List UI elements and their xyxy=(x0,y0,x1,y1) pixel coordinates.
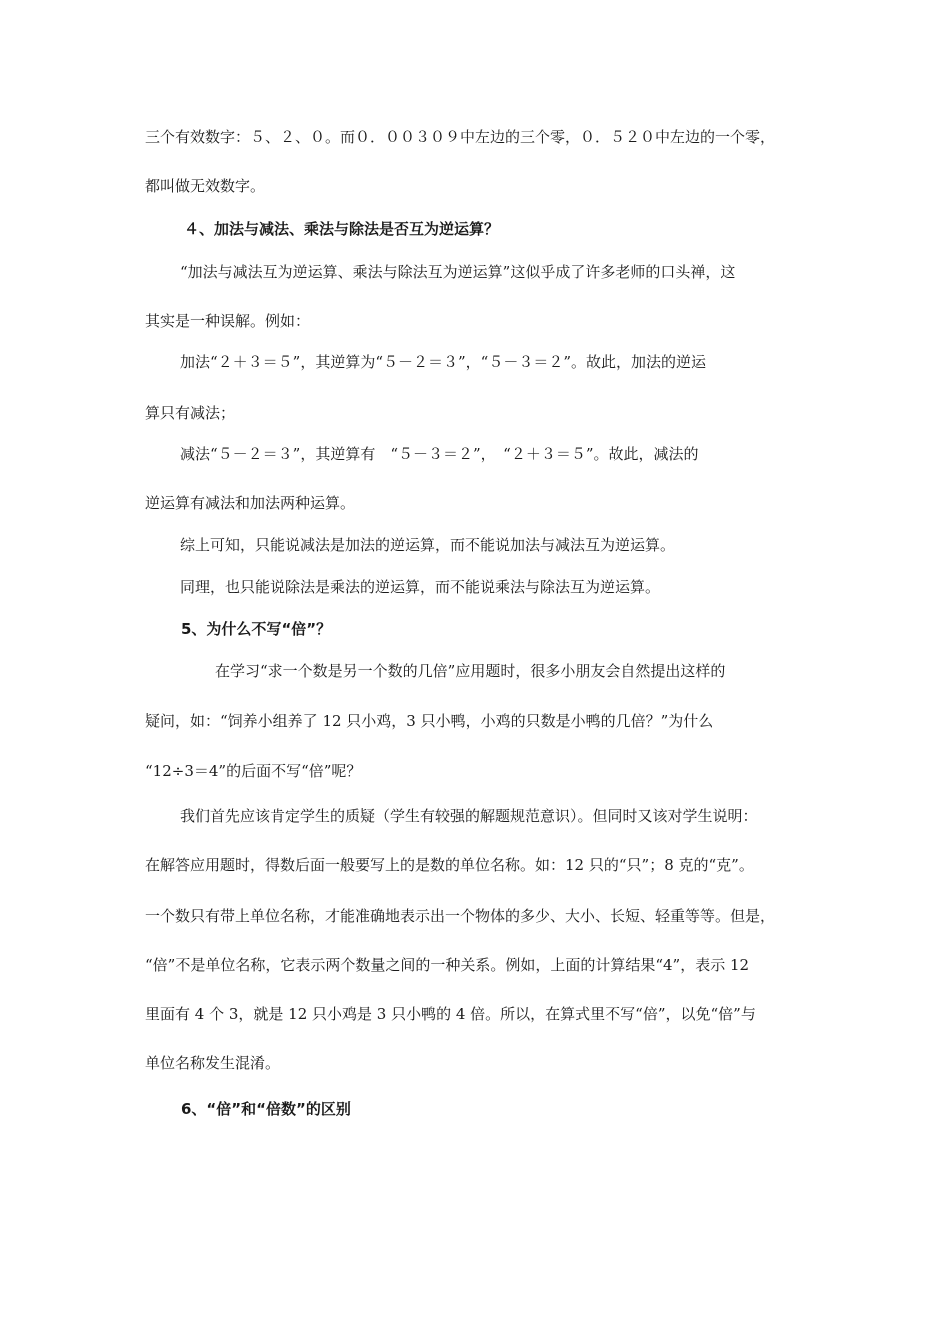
section-heading-5: 5、为什么不写“倍”？ xyxy=(181,620,332,638)
paragraph-line: 我们首先应该肯定学生的质疑（学生有较强的解题规范意识）。但同时又该对学生说明： xyxy=(180,807,758,825)
paragraph-line: “倍”不是单位名称，它表示两个数量之间的一种关系。例如，上面的计算结果“4”，表示 12 xyxy=(145,956,750,974)
section-heading-6: 6、“倍”和“倍数”的区别 xyxy=(181,1100,351,1118)
paragraph-line: 里面有 4 个 3，就是 12 只小鸡是 3 只小鸭的 4 倍。所以，在算式里不写“倍”，以免“倍”与 xyxy=(145,1005,756,1023)
paragraph-line: 综上可知，只能说减法是加法的逆运算，而不能说加法与减法互为逆运算。 xyxy=(180,536,676,554)
paragraph-line: 算只有减法； xyxy=(145,404,236,422)
paragraph-line: 在学习“求一个数是另一个数的几倍”应用题时，很多小朋友会自然提出这样的 xyxy=(215,662,726,680)
paragraph-line: 单位名称发生混淆。 xyxy=(145,1054,281,1072)
paragraph-line: 一个数只有带上单位名称，才能准确地表示出一个物体的多少、大小、长短、轻重等等。但是， xyxy=(145,907,776,925)
paragraph-line: 减法“５－２＝３”，其逆算有 “５－３＝２”， “２＋３＝５”。故此，减法的 xyxy=(180,445,699,463)
paragraph-line: 在解答应用题时，得数后面一般要写上的是数的单位名称。如：12 只的“只”；8 克的“克”。 xyxy=(145,856,754,874)
paragraph-line: 疑问，如：“饲养小组养了 12 只小鸡，3 只小鸭，小鸡的只数是小鸭的几倍？”为什么 xyxy=(145,712,714,730)
section-heading-4: ４、加法与减法、乘法与除法是否互为逆运算？ xyxy=(184,220,500,238)
paragraph-line: 逆运算有减法和加法两种运算。 xyxy=(145,494,356,512)
paragraph-line: 其实是一种误解。例如： xyxy=(145,312,311,330)
paragraph-line: 三个有效数字：５、２、０。而０．００３０９中左边的三个零，０．５２０中左边的一个零， xyxy=(145,128,776,146)
paragraph-line: “加法与减法互为逆运算、乘法与除法互为逆运算”这似乎成了许多老师的口头禅，这 xyxy=(180,263,736,281)
paragraph-line: 加法“２＋３＝５”，其逆算为“５－２＝３”，“５－３＝２”。故此，加法的逆运 xyxy=(180,353,707,371)
paragraph-line: 都叫做无效数字。 xyxy=(145,177,266,195)
paragraph-line: 同理，也只能说除法是乘法的逆运算，而不能说乘法与除法互为逆运算。 xyxy=(180,578,661,596)
paragraph-line: “12÷3＝4”的后面不写“倍”呢？ xyxy=(145,762,362,780)
